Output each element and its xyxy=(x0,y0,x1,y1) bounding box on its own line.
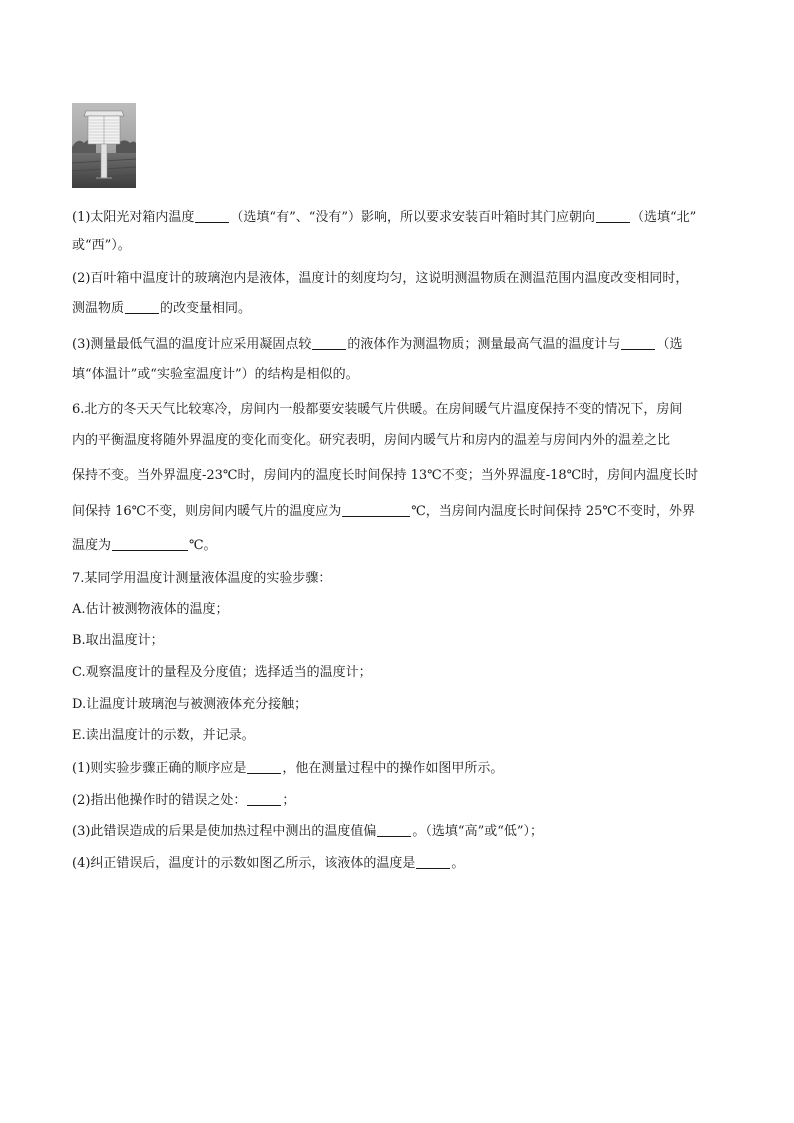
q6-text-d: ℃。 xyxy=(189,538,217,553)
answer-blank[interactable] xyxy=(342,503,410,517)
q7-sub2-text-b: ； xyxy=(282,793,296,808)
answer-blank[interactable] xyxy=(596,209,630,223)
q5-part3-text-a: (3)测量最低气温的温度计应采用凝固点较 xyxy=(72,337,312,352)
q7-sub4-text-a: (4)纠正错误后，温度计的示数如图乙所示，该液体的温度是 xyxy=(72,856,416,871)
q6-line3: 保持不变。当外界温度-23℃时，房间内的温度长时间保持 13℃不变；当外界温度-18℃时，房间内温度长时 xyxy=(72,468,699,483)
q6-line5 xyxy=(72,537,217,555)
q7-step-a: A.估计被测物液体的温度； xyxy=(72,602,229,617)
q6-text-a: 间保持 16℃不变，则房间内暖气片的温度应为 xyxy=(72,504,342,519)
answer-blank[interactable] xyxy=(621,336,655,350)
q7-sub2 xyxy=(72,792,295,810)
q5-part1-text-c: （选填“北” xyxy=(631,210,697,225)
q7-sub2-text-a: (2)指出他操作时的错误之处： xyxy=(72,793,247,808)
answer-blank[interactable] xyxy=(112,537,188,551)
q5-part1-line2: 或“西”）。 xyxy=(72,238,131,253)
q6-text-b: ℃，当房间内温度长时间保持 25℃不变时，外界 xyxy=(411,504,695,519)
q7-sub1 xyxy=(72,760,503,778)
q7-step-d: D.让温度计玻璃泡与被测液体充分接触； xyxy=(72,697,308,712)
q5-part1-line1 xyxy=(72,209,696,227)
q5-part2-line1: (2)百叶箱中温度计的玻璃泡内是液体，温度计的刻度均匀，这说明测温物质在测温范围内温度改变相同时， xyxy=(72,271,689,286)
answer-blank[interactable] xyxy=(125,300,159,314)
q6-line4 xyxy=(72,503,695,521)
q5-part2-text-a: 测温物质 xyxy=(72,301,125,316)
q5-part3-text-b: 的液体作为测温物质；测量最高气温的温度计与 xyxy=(347,337,621,352)
q6-text-c: 温度为 xyxy=(72,538,112,553)
answer-blank[interactable] xyxy=(416,855,450,869)
q7-step-b: B.取出温度计； xyxy=(72,633,164,648)
q5-part2-line2 xyxy=(72,300,251,318)
q7-sub3-text-a: (3)此错误造成的后果是使加热过程中测出的温度值偏 xyxy=(72,824,377,839)
q5-part1-text-a: (1)太阳光对箱内温度 xyxy=(72,210,195,225)
q7-step-c: C.观察温度计的量程及分度值；选择适当的温度计； xyxy=(72,665,372,680)
q5-part3-line1 xyxy=(72,336,682,354)
q6-line2: 内的平衡温度将随外界温度的变化而变化。研究表明，房间内暖气片和房内的温差与房间内外的温差之比 xyxy=(72,433,671,448)
q7-sub4-text-b: 。 xyxy=(451,856,465,871)
q7-sub1-text-b: ，他在测量过程中的操作如图甲所示。 xyxy=(282,761,504,776)
q7-sub3 xyxy=(72,823,543,841)
q5-part3-text-c: （选 xyxy=(656,337,683,352)
q7-step-e: E.读出温度计的示数，并记录。 xyxy=(72,728,255,743)
q7-sub1-text-a: (1)则实验步骤正确的顺序应是 xyxy=(72,761,247,776)
answer-blank[interactable] xyxy=(247,792,281,806)
answer-blank[interactable] xyxy=(312,336,346,350)
q5-part3-line2: 填“体温计”或“实验室温度计”）的结构是相似的。 xyxy=(72,367,359,382)
q5-part2-text-b: 的改变量相同。 xyxy=(160,301,252,316)
answer-blank[interactable] xyxy=(377,823,411,837)
weather-instrument-shelter-photo xyxy=(72,103,136,188)
q7-sub3-text-b: 。（选填“高”或“低”）； xyxy=(412,824,544,839)
answer-blank[interactable] xyxy=(247,760,281,774)
q6-line1: 6.北方的冬天天气比较寒冷，房间内一般都要安装暖气片供暖。在房间暖气片温度保持不变的情况下，房间 xyxy=(72,402,683,417)
q7-sub4 xyxy=(72,855,464,873)
q5-part1-text-b: （选填“有”、“没有”）影响，所以要求安装百叶箱时其门应朝向 xyxy=(230,210,596,225)
answer-blank[interactable] xyxy=(195,209,229,223)
q7-intro: 7.某同学用温度计测量液体温度的实验步骤： xyxy=(72,571,332,586)
